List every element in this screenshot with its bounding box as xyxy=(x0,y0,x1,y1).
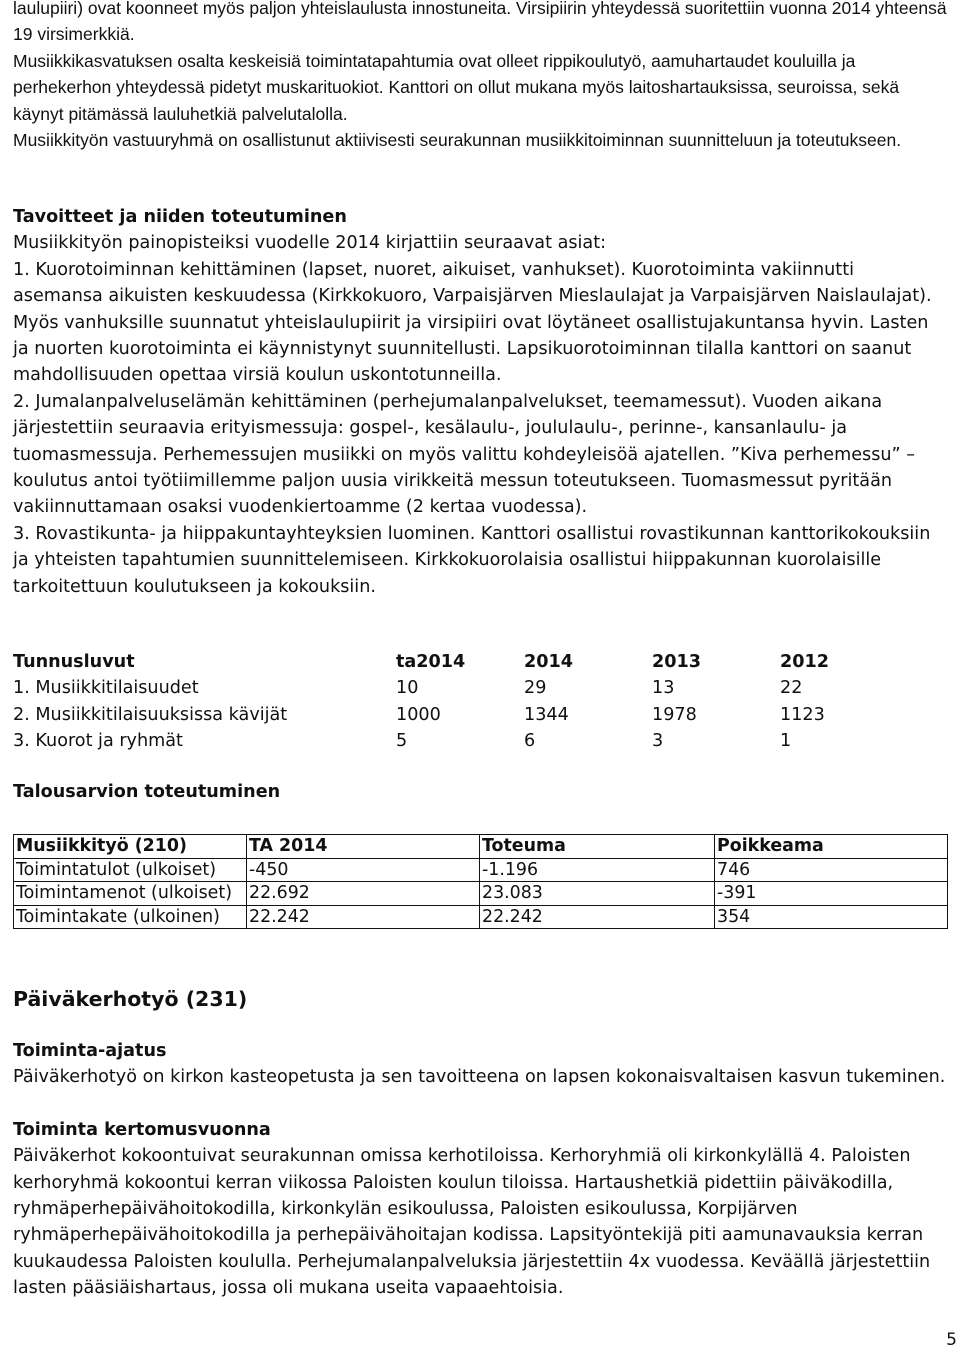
daycare-report-text: Päiväkerhot kokoontuivat seurakunnan omissa kerhotiloissa. Kerhoryhmiä oli kirkonkylällä 4. Paloisten kerhoryhmä kokoontui kerran viikossa Paloisten koulun tiloissa. Hartaushetkiä pidettiin päiväkodilla, ryhmäperhepäivähoitokodilla, kirkonkylän esikoulussa, Paloisten esikoulussa, Korpijärven ryhmäperhepäivähoitokodilla ja perhepäivähoitajan kodissa. Lapsityöntekijä piti aamunavauksia kerran kuukaudessa Paloisten koululla. Perhejumalanpalveluksia järjestettiin 4x vuodessa. Keväällä järjestettiin lasten pääsiäishartaus, jossa oli mukana useita vapaaehtoisia. xyxy=(13,1146,931,1299)
intro-paragraph-1: laulupiiri) ovat koonneet myös paljon yhteislaulusta innostuneita. Virsipiirin yhteydessä suoritettiin vuonna 2014 yhteensä 19 virsimerkkiä. xyxy=(13,0,947,45)
table-cell: 746 xyxy=(715,858,948,882)
daycare-idea-heading: Toiminta-ajatus xyxy=(13,1041,167,1061)
table-cell: 10 xyxy=(396,678,419,699)
table-cell: 1123 xyxy=(780,704,825,725)
table-cell: 22 xyxy=(780,678,803,699)
daycare-report-heading: Toiminta kertomusvuonna xyxy=(13,1119,271,1140)
budget-header: Toteuma xyxy=(480,835,715,859)
table-row xyxy=(14,882,948,906)
table-cell: -391 xyxy=(715,882,948,906)
table-row xyxy=(13,702,948,728)
table-cell: 1344 xyxy=(524,704,569,725)
table-cell: 23.083 xyxy=(480,882,715,906)
table-cell: 13 xyxy=(652,678,675,699)
table-cell: -450 xyxy=(247,858,480,882)
budget-header: Poikkeama xyxy=(715,835,948,859)
budget-table xyxy=(13,834,948,929)
goals-lead: Musiikkityön painopisteiksi vuodelle 2014 kirjattiin seuraavat asiat: xyxy=(13,233,607,254)
table-cell: 2. Musiikkitilaisuuksissa kävijät xyxy=(13,704,288,725)
table-cell: 1. Musiikkitilaisuudet xyxy=(13,678,199,699)
table-cell: 5 xyxy=(396,731,408,752)
table-cell: 3 xyxy=(652,731,664,752)
intro-section xyxy=(13,0,948,153)
table-cell: 1978 xyxy=(652,704,697,725)
key-figures-header: 2013 xyxy=(652,652,701,672)
key-figures-header-row xyxy=(13,649,948,675)
table-row xyxy=(13,728,948,754)
goals-item-2: 2. Jumalanpalveluselämän kehittäminen (perhejumalanpalvelukset, teemamessut). Vuoden aikana järjestettiin seuraavia erityismessuja: gospel-, kesälaulu-, joululaulu-, perinne-, kansanlaulu- ja tuomasmessuja. Perhemessujen musiikki on myös valittu kohdeyleisöä ajatellen. ”Kiva perhemessu” – koulutus antoi työtiimillemme paljon uusia virikkeitä messun toteutukseen. Tuomasmessut pyritään vakiinnuttamaan osaksi vuodenkiertoamme (2 kertaa vuodessa). xyxy=(13,391,916,518)
goals-item-1: 1. Kuorotoiminnan kehittäminen (lapset, nuoret, aikuiset, vanhukset). Kuorotoiminta vakiinnutti asemansa aikuisten keskuudessa (Kirkkokuoro, Varpaisjärven Mieslaulajat ja Varpaisjärven Naislaulajat). Myös vanhuksille suunnatut yhteislaulupiirit ja virsipiiri ovat löytäneet osallistujakuntansa hyvin. Lasten ja nuorten kuorotoiminta ei käynnistynyt suunnitellusti. Lapsikuorotoiminnan tilalla kanttori on saanut mahdollisuuden opettaa virsiä koulun uskontotunneilla. xyxy=(13,259,932,386)
daycare-section xyxy=(13,985,948,1302)
budget-header: Musiikkityö (210) xyxy=(14,835,247,859)
table-cell: 1 xyxy=(780,731,792,752)
key-figures-header: Tunnusluvut xyxy=(13,652,135,672)
key-figures-header: ta2014 xyxy=(396,652,466,672)
table-cell: 29 xyxy=(524,678,547,699)
table-cell: Toimintamenot (ulkoiset) xyxy=(14,882,247,906)
budget-header-row xyxy=(14,835,948,859)
intro-paragraph-3: Musiikkityön vastuuryhmä on osallistunut aktiivisesti seurakunnan musiikkitoiminnan suunnitteluun ja toteutukseen. xyxy=(13,130,902,151)
daycare-heading: Päiväkerhotyö (231) xyxy=(13,987,248,1011)
table-row xyxy=(14,858,948,882)
table-cell: 22.692 xyxy=(247,882,480,906)
key-figures-header: 2012 xyxy=(780,652,829,672)
table-cell: 1000 xyxy=(396,704,441,725)
table-cell: 22.242 xyxy=(480,905,715,929)
table-row xyxy=(13,675,948,701)
goals-item-3: 3. Rovastikunta- ja hiippakuntayhteyksien luominen. Kanttori osallistui rovastikunnan kanttorikokouksiin ja yhteisten tapahtumien suunnittelemiseen. Kirkkokuorolaisia osallistui hiippakunnan kuorolaisille tarkoitettuun koulutukseen ja kokouksiin. xyxy=(13,523,931,597)
key-figures-table xyxy=(13,649,948,755)
key-figures-header: 2014 xyxy=(524,652,573,672)
table-cell: 6 xyxy=(524,731,536,752)
intro-paragraph-2: Musiikkikasvatuksen osalta keskeisiä toimintatapahtumia ovat olleet rippikoulutyö, aamuhartaudet kouluilla ja perhekerhon yhteydessä pidetyt muskarituokiot. Kanttori on ollut mukana myös laitoshartauksissa, seuroissa, sekä käynyt pitämässä lauluhetkiä palvelutalolla. xyxy=(13,50,900,124)
goals-heading: Tavoitteet ja niiden toteutuminen xyxy=(13,207,347,227)
table-row xyxy=(14,905,948,929)
table-cell: 354 xyxy=(715,905,948,929)
budget-heading: Talousarvion toteutuminen xyxy=(13,782,281,802)
table-cell: -1.196 xyxy=(480,858,715,882)
table-cell: Toimintakate (ulkoinen) xyxy=(14,905,247,929)
goals-section xyxy=(13,204,948,600)
budget-header: TA 2014 xyxy=(247,835,480,859)
table-cell: 3. Kuorot ja ryhmät xyxy=(13,731,183,752)
table-cell: 22.242 xyxy=(247,905,480,929)
table-cell: Toimintatulot (ulkoiset) xyxy=(14,858,247,882)
page-number: 5 xyxy=(946,1330,957,1350)
daycare-idea-text: Päiväkerhotyö on kirkon kasteopetusta ja sen tavoitteena on lapsen kokonaisvaltaisen kasvun tukeminen. xyxy=(13,1067,946,1088)
